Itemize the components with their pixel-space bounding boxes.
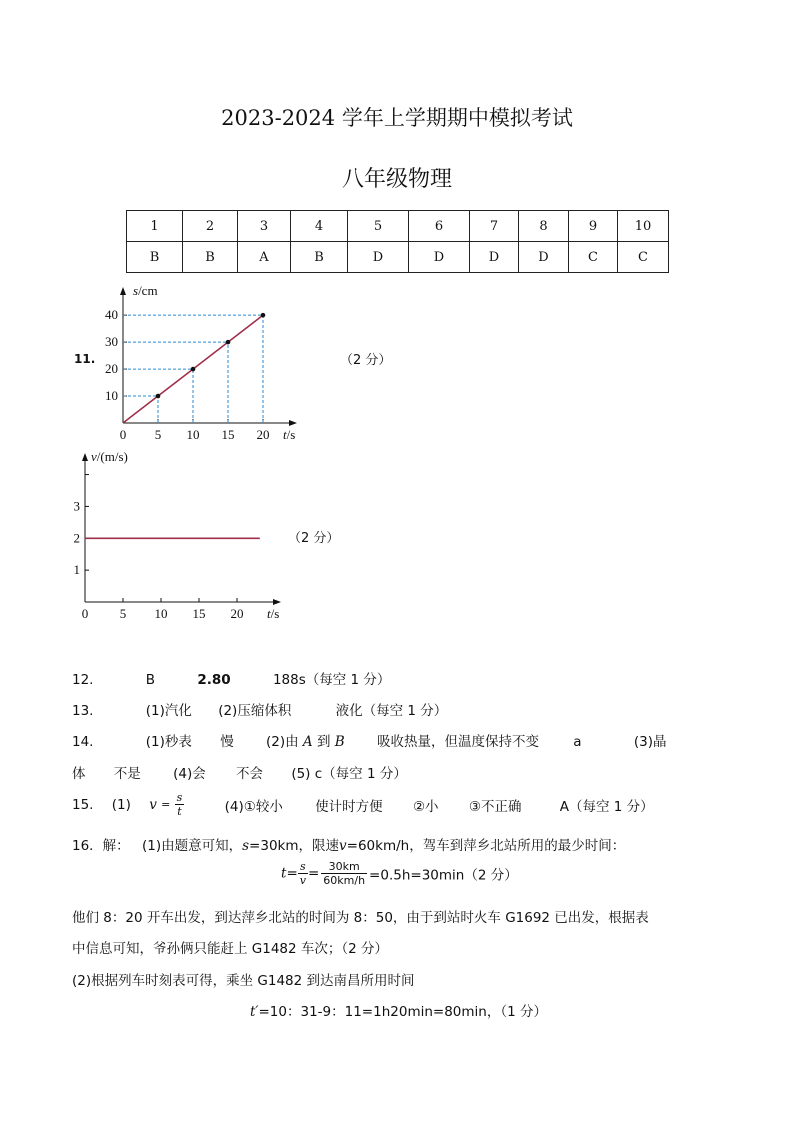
answer-text: 吸收热量，但温度保持不变 xyxy=(376,734,539,750)
score-note: （2 分） xyxy=(288,531,340,546)
x-tick-label: 0 xyxy=(81,606,89,621)
answer-text: (1) xyxy=(111,796,131,813)
x-tick-label: 5 xyxy=(154,427,162,442)
distance-time-chart xyxy=(90,275,310,449)
answer-text: =30km，限速 xyxy=(249,838,340,854)
question-number: 15. xyxy=(72,796,94,813)
answer-text: 体 xyxy=(72,766,86,782)
answer-line-14-cont xyxy=(72,762,407,782)
answer-text: =60km/h，驾车到萍乡北站所用的最少时间： xyxy=(346,838,626,854)
formula-var: s xyxy=(242,838,250,854)
answer-text: 不是 xyxy=(113,766,141,782)
y-axis-label: s/cm xyxy=(133,283,158,298)
formula-var: t′ xyxy=(250,1004,259,1020)
distance-time-chart-svg xyxy=(90,275,310,445)
x-tick-label: 0 xyxy=(119,427,127,442)
score-note: （2 分） xyxy=(340,353,392,368)
answer-text: A（每空 1 分） xyxy=(559,798,654,815)
table-cell: D xyxy=(409,242,470,273)
answer-text: (1)汽化 xyxy=(145,703,192,719)
answer-text: (2)压缩体积 xyxy=(218,703,292,719)
answer-line-12 xyxy=(72,668,390,688)
question-number: 16．解： xyxy=(72,838,130,854)
page-subtitle: 八年级物理 xyxy=(341,167,452,192)
answer-text: 到 xyxy=(316,734,331,750)
x-tick-label: 5 xyxy=(119,606,127,621)
answer-table-number-row xyxy=(127,211,669,242)
formula-fraction xyxy=(321,860,367,887)
x-tick-label: 15 xyxy=(221,427,235,442)
x-tick-label: 10 xyxy=(154,606,168,621)
answer-text: 液化（每空 1 分） xyxy=(335,703,448,719)
table-cell: A xyxy=(238,242,291,273)
question-number: 11. xyxy=(74,352,96,366)
formula-eq: = xyxy=(286,865,298,882)
x-tick-label: 20 xyxy=(256,427,270,442)
fraction-numerator: s xyxy=(176,791,183,804)
y-tick-label: 30 xyxy=(105,334,118,350)
answer-text: 中信息可知，爷孙俩只能赶上 G1482 车次；（2 分） xyxy=(72,941,389,957)
answer-table-answer-row xyxy=(127,242,669,273)
formula-eq: = xyxy=(161,798,171,811)
x-axis-label: t/s xyxy=(283,427,296,442)
answer-line-16c xyxy=(72,937,388,957)
page-title: 2023-2024 学年上学期期中模拟考试 xyxy=(221,106,573,130)
fraction-numerator: 30km xyxy=(321,860,367,874)
table-cell: 5 xyxy=(348,211,409,242)
answer-text: ③不正确 xyxy=(468,798,522,815)
table-cell: 7 xyxy=(470,211,519,242)
table-cell: 9 xyxy=(569,211,618,242)
y-tick-label: 10 xyxy=(105,388,118,404)
data-point xyxy=(191,367,196,372)
answer-text: =10：31-9：11=1h20min=80min，（1 分） xyxy=(258,1004,547,1020)
fraction-denominator: 60km/h xyxy=(323,874,366,887)
answer-text: 他们 8：20 开车出发，到达萍乡北站的时间为 8：50，由于到站时火车 G1692 已出发，根据表 xyxy=(72,910,649,926)
formula-var: v xyxy=(339,838,347,854)
velocity-time-chart xyxy=(55,445,295,634)
y-tick-label: 40 xyxy=(105,307,118,323)
x-tick-label: 10 xyxy=(186,427,200,442)
table-cell: D xyxy=(470,242,519,273)
answer-table xyxy=(126,210,669,273)
answer-text: (3)晶 xyxy=(633,734,667,750)
answer-text: (4)①较小 xyxy=(224,798,283,815)
answer-text: A xyxy=(302,734,313,750)
question-number: 13. xyxy=(72,703,94,719)
table-cell: C xyxy=(618,242,669,273)
answer-text: (4)会 xyxy=(173,766,206,782)
x-axis-arrow xyxy=(273,599,281,605)
answer-line-16b xyxy=(72,906,649,926)
y-axis-arrow xyxy=(82,453,88,461)
answer-text: 不会 xyxy=(236,766,264,782)
answer-line-14 xyxy=(72,730,666,750)
table-cell: 1 xyxy=(127,211,183,242)
formula-fraction xyxy=(298,860,308,887)
y-axis-label: v/(m/s) xyxy=(91,449,128,464)
answer-line-15 xyxy=(72,791,654,818)
x-axis-label: t/s xyxy=(267,606,280,621)
y-tick-label: 20 xyxy=(105,361,118,377)
answer-text: 慢 xyxy=(220,734,234,750)
table-cell: B xyxy=(127,242,183,273)
answer-text: (5) c（每空 1 分） xyxy=(291,766,407,782)
table-cell: 2 xyxy=(183,211,238,242)
answer-text: B xyxy=(334,734,345,750)
table-cell: 8 xyxy=(519,211,569,242)
formula-eq: = xyxy=(307,865,320,882)
formula-var: t xyxy=(281,865,287,882)
table-cell: C xyxy=(569,242,618,273)
y-tick-label: 1 xyxy=(73,562,80,578)
fraction-denominator: v xyxy=(299,874,306,887)
table-cell: B xyxy=(291,242,348,273)
answer-text: ②小 xyxy=(412,798,439,815)
y-axis-arrow xyxy=(120,287,126,295)
answer-text: (1)由题意可知， xyxy=(141,838,243,854)
data-point xyxy=(156,394,161,399)
formula-fraction xyxy=(175,791,185,818)
answer-line-16 xyxy=(72,834,625,854)
formula-line xyxy=(281,860,518,887)
x-tick-label: 20 xyxy=(230,606,244,621)
question-number: 14. xyxy=(72,734,94,750)
x-axis-arrow xyxy=(289,420,297,426)
formula-var: v xyxy=(149,796,157,813)
x-tick-label: 15 xyxy=(192,606,206,621)
answer-line-13 xyxy=(72,699,447,719)
table-cell: 10 xyxy=(618,211,669,242)
answer-text: 2.80 xyxy=(197,672,231,688)
answer-text: 使计时方便 xyxy=(315,798,383,815)
table-cell: D xyxy=(519,242,569,273)
table-cell: 6 xyxy=(409,211,470,242)
table-cell: D xyxy=(348,242,409,273)
table-cell: 3 xyxy=(238,211,291,242)
answer-line-16e xyxy=(250,1000,547,1020)
y-tick-label: 3 xyxy=(73,498,80,514)
answer-text: (1)秒表 xyxy=(145,734,192,750)
fraction-numerator: s xyxy=(298,860,308,874)
data-point xyxy=(261,313,266,318)
data-point xyxy=(226,340,231,345)
fraction-denominator: t xyxy=(177,805,182,818)
y-tick-label: 2 xyxy=(73,530,80,546)
answer-text: (2)根据列车时刻表可得，乘坐 G1482 到达南昌所用时间 xyxy=(72,973,415,989)
answer-text: =0.5h=30min（2 分） xyxy=(369,867,518,884)
answer-text: 188s（每空 1 分） xyxy=(272,672,391,688)
table-cell: 4 xyxy=(291,211,348,242)
velocity-time-chart-svg xyxy=(55,445,295,630)
answer-text: a xyxy=(573,734,582,750)
answer-text: (2)由 xyxy=(266,734,299,750)
answer-text: B xyxy=(145,672,156,688)
question-number: 12. xyxy=(72,672,94,688)
table-cell: B xyxy=(183,242,238,273)
answer-line-16d xyxy=(72,969,415,989)
